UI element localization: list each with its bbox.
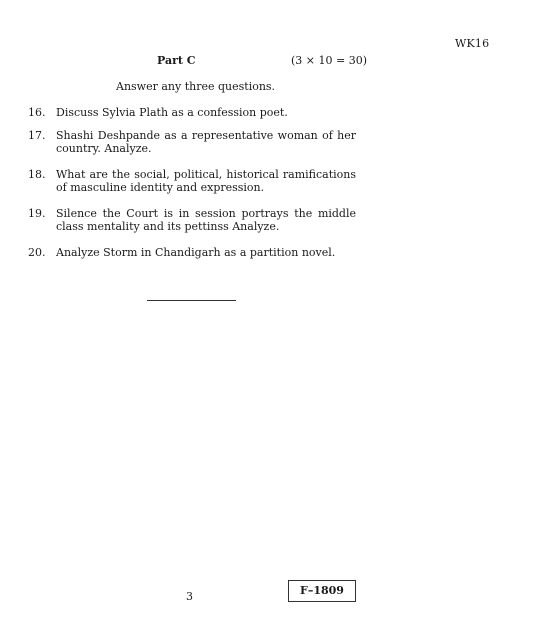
end-rule (147, 300, 236, 301)
question-number: 17. (28, 129, 46, 142)
question-text: What are the social, political, historical ramifications of masculine identity and expression. (56, 168, 356, 194)
section-instruction: Answer any three questions. (116, 80, 276, 93)
question-number: 18. (28, 168, 46, 181)
question-text: Discuss Sylvia Plath as a confession poet. (56, 106, 288, 119)
question-number: 16. (28, 106, 46, 119)
question-text: Silence the Court is in session portrays the middle class mentality and its pettinss Analyze. (56, 207, 356, 233)
question-number: 20. (28, 246, 46, 259)
question-number: 19. (28, 207, 46, 220)
section-title: Part C (157, 54, 196, 67)
paper-code: WK16 (455, 37, 490, 50)
page-number: 3 (186, 590, 193, 603)
section-marks: (3 × 10 = 30) (291, 54, 367, 67)
question-text: Shashi Deshpande as a representative woman of her country. Analyze. (56, 129, 356, 155)
question-text: Analyze Storm in Chandigarh as a partition novel. (56, 246, 336, 259)
form-code-box: F–1809 (288, 580, 356, 602)
